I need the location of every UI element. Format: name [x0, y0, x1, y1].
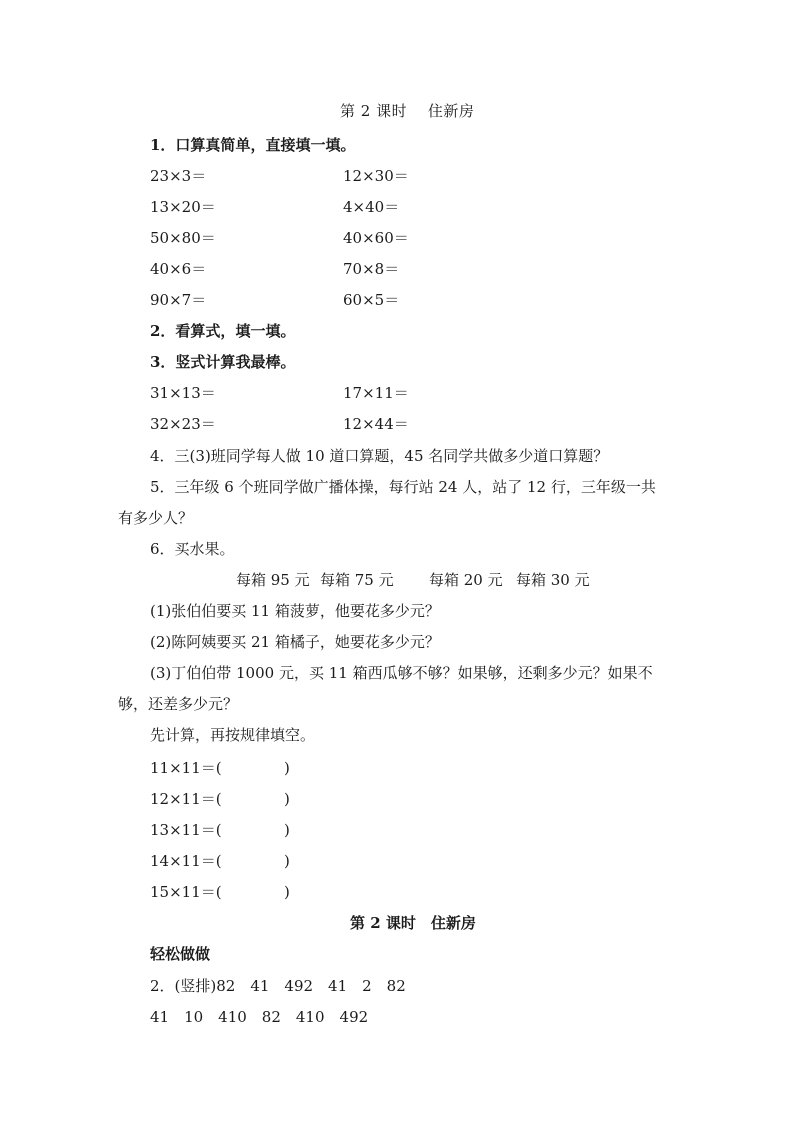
q1-expr: 13×20＝ — [150, 198, 216, 216]
q5-line2: 有多少人？ — [118, 509, 194, 527]
q3-expr: 31×13＝ — [150, 384, 216, 402]
q6-sub3-line2: 够，还差多少元？ — [118, 695, 239, 713]
q7-expr: 11×11＝( — [150, 759, 222, 777]
q7-close: ) — [284, 790, 290, 808]
q7-expr: 14×11＝( — [150, 852, 222, 870]
q7-close: ) — [284, 852, 290, 870]
q7-expr: 15×11＝( — [150, 883, 222, 901]
q3-expr: 17×11＝ — [343, 384, 409, 402]
answers-line2: 41 10 410 82 410 492 — [150, 1008, 369, 1026]
q4-text: 4．三(3)班同学每人做 10 道口算题，45 名同学共做多少道口算题？ — [150, 447, 609, 465]
q1-expr: 50×80＝ — [150, 229, 216, 247]
q7-expr: 12×11＝( — [150, 790, 222, 808]
q7-expr: 13×11＝( — [150, 821, 222, 839]
q1-expr: 12×30＝ — [343, 167, 409, 185]
q6-sub1: (1)张伯伯要买 11 箱菠萝，他要花多少元？ — [150, 602, 440, 620]
q2-heading: 2．看算式，填一填。 — [150, 322, 296, 340]
q1-expr: 40×6＝ — [150, 260, 207, 278]
q3-heading: 3．竖式计算我最棒。 — [150, 353, 296, 371]
q7-heading: 先计算，再按规律填空。 — [150, 726, 316, 744]
q3-expr: 12×44＝ — [343, 415, 409, 433]
q6-sub3-line1: (3)丁伯伯带 1000 元，买 11 箱西瓜够不够？如果够，还剩多少元？如果不 — [150, 664, 653, 682]
answers-subheading: 轻松做做 — [150, 945, 211, 963]
q1-expr: 23×3＝ — [150, 167, 207, 185]
q6-price: 每箱 20 元 — [429, 571, 503, 589]
q1-expr: 40×60＝ — [343, 229, 409, 247]
q6-price: 每箱 30 元 — [516, 571, 590, 589]
q3-expr: 32×23＝ — [150, 415, 216, 433]
q6-price: 每箱 95 元 — [236, 571, 310, 589]
q1-heading: 1．口算真简单，直接填一填。 — [150, 136, 356, 154]
q1-expr: 60×5＝ — [343, 291, 400, 309]
q5-line1: 5．三年级 6 个班同学做广播体操，每行站 24 人，站了 12 行，三年级一共 — [150, 478, 656, 496]
q7-close: ) — [284, 883, 290, 901]
q7-close: ) — [284, 821, 290, 839]
q6-heading: 6．买水果。 — [150, 540, 235, 558]
q7-close: ) — [284, 759, 290, 777]
q1-expr: 70×8＝ — [343, 260, 400, 278]
q6-price: 每箱 75 元 — [320, 571, 394, 589]
answers-line1: 2．(竖排)82 41 492 41 2 82 — [150, 977, 406, 995]
q6-sub2: (2)陈阿姨要买 21 箱橘子，她要花多少元？ — [150, 633, 440, 651]
q1-expr: 90×7＝ — [150, 291, 207, 309]
page-title: 第 2 课时 住新房 — [340, 102, 475, 120]
q1-expr: 4×40＝ — [343, 198, 400, 216]
answers-title: 第 2 课时 住新房 — [350, 914, 476, 932]
